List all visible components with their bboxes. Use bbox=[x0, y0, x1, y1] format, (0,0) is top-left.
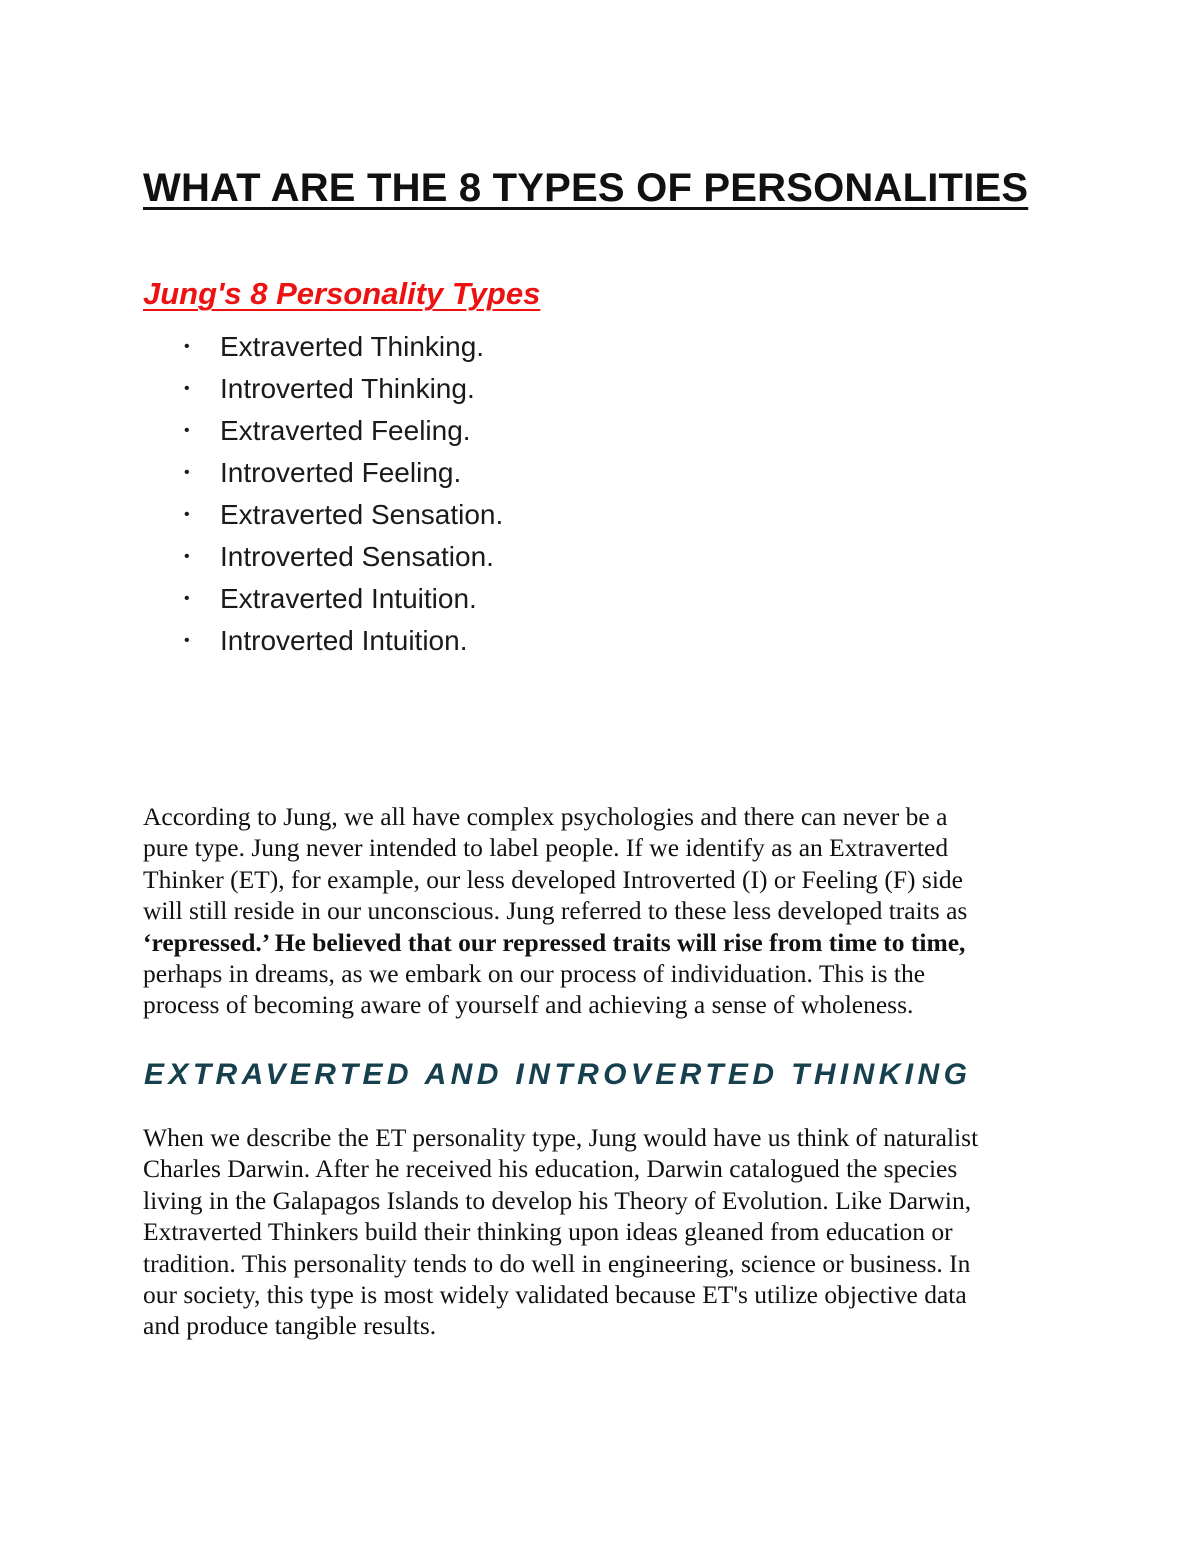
personality-types-list bbox=[183, 326, 503, 662]
paragraph-line: process of becoming aware of yourself and achieving a sense of wholeness. bbox=[143, 990, 914, 1020]
paragraph-line: Charles Darwin. After he received his education, Darwin catalogued the species bbox=[143, 1154, 958, 1184]
bullet-icon: • bbox=[184, 338, 190, 355]
list-item bbox=[183, 368, 503, 410]
paragraph-line: will still reside in our unconscious. Jung referred to these less developed traits as bbox=[143, 896, 968, 926]
paragraph-line: Thinker (ET), for example, our less developed Introverted (I) or Feeling (F) side bbox=[143, 864, 963, 894]
list-item bbox=[183, 410, 503, 452]
paragraph-line: pure type. Jung never intended to label people. If we identify as an Extraverted bbox=[143, 833, 949, 863]
paragraph-line: tradition. This personality tends to do well in engineering, science or business. In bbox=[143, 1248, 971, 1278]
list-item-label: Introverted Feeling. bbox=[220, 457, 462, 488]
list-item-label: Introverted Sensation. bbox=[220, 541, 494, 572]
list-item-label: Introverted Intuition. bbox=[220, 625, 468, 656]
bold-text: ‘repressed.’ He believed that our repressed traits will rise from time to time, bbox=[143, 927, 966, 957]
list-item bbox=[183, 578, 503, 620]
paragraph-line: According to Jung, we all have complex psychologies and there can never be a bbox=[143, 802, 948, 831]
paragraph-line: perhaps in dreams, as we embark on our process of individuation. This is the bbox=[143, 959, 926, 989]
list-item bbox=[183, 620, 503, 662]
bullet-icon: • bbox=[184, 590, 190, 607]
list-item bbox=[183, 494, 503, 536]
subtitle: Jung's 8 Personality Types bbox=[143, 276, 541, 311]
jung-intro-paragraph bbox=[143, 801, 1103, 1021]
list-item bbox=[183, 536, 503, 578]
list-item bbox=[183, 452, 503, 494]
page-title: WHAT ARE THE 8 TYPES OF PERSONALITIES bbox=[143, 166, 1029, 210]
paragraph-line: and produce tangible results. bbox=[143, 1311, 437, 1341]
list-item-label: Introverted Thinking. bbox=[220, 373, 475, 404]
bullet-icon: • bbox=[184, 464, 190, 481]
bullet-icon: • bbox=[184, 548, 190, 565]
bullet-icon: • bbox=[184, 380, 190, 397]
paragraph-line: When we describe the ET personality type, Jung would have us think of naturalist bbox=[143, 1123, 979, 1152]
paragraph-line: our society, this type is most widely validated because ET's utilize objective data bbox=[143, 1280, 967, 1310]
paragraph-line: Extraverted Thinkers build their thinking upon ideas gleaned from education or bbox=[143, 1217, 953, 1247]
paragraph-line: living in the Galapagos Islands to develop his Theory of Evolution. Like Darwin, bbox=[143, 1185, 972, 1215]
list-item-label: Extraverted Intuition. bbox=[220, 583, 477, 614]
et-description-paragraph bbox=[143, 1122, 1103, 1342]
bullet-icon: • bbox=[184, 632, 190, 649]
list-item-label: Extraverted Sensation. bbox=[220, 499, 504, 530]
bullet-icon: • bbox=[184, 506, 190, 523]
list-item-label: Extraverted Thinking. bbox=[220, 331, 485, 362]
bullet-icon: • bbox=[184, 422, 190, 439]
list-item bbox=[183, 326, 503, 368]
section-heading: EXTRAVERTED AND INTROVERTED THINKING bbox=[144, 1058, 972, 1091]
list-item-label: Extraverted Feeling. bbox=[220, 415, 471, 446]
paragraph-line-bold bbox=[143, 927, 1103, 958]
